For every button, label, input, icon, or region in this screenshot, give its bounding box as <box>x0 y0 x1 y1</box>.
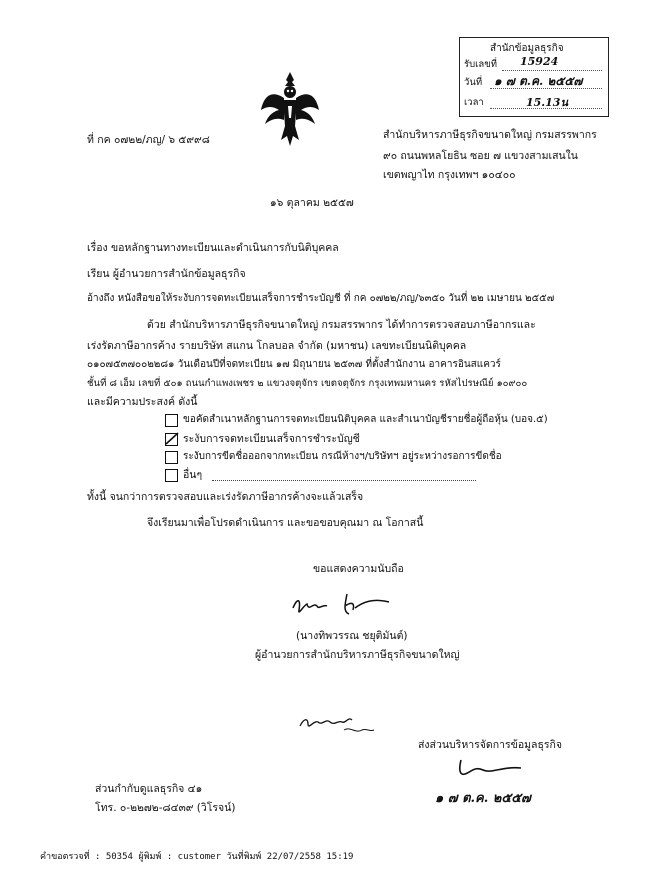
stamp-received-no: 15924 <box>520 55 559 68</box>
stamp-received-label: รับเลขที่ <box>464 59 497 70</box>
option-label-2: ระงับการจดทะเบียนเสร็จการชำระบัญชี <box>183 433 360 445</box>
body-line1: ด้วย สำนักบริหารภาษีธุรกิจขนาดใหญ่ กรมสรรพากร ได้ทำการตรวจสอบภาษีอากรและ <box>147 319 536 331</box>
signature-icon <box>289 588 399 622</box>
stamp-time-label: เวลา <box>464 97 484 108</box>
other-fill-line <box>212 480 476 481</box>
garuda-emblem-icon <box>259 70 321 150</box>
routing-date: ๑ ๗ ต.ค. ๒๕๕๗ <box>435 791 531 806</box>
signer-title: ผู้อำนวยการสำนักบริหารภาษีธุรกิจขนาดใหญ่ <box>255 649 460 661</box>
routing-note: ส่งส่วนบริหารจัดการข้อมูลธุรกิจ <box>418 739 563 751</box>
option-label-3: ระงับการขีดชื่อออกจากทะเบียน กรณีห้างฯ/บริษัทฯ อยู่ระหว่างรอการขีดชื่อ <box>183 451 502 462</box>
option-label-4: อื่นๆ <box>183 469 203 481</box>
contact-line2: โทร. ๐-๒๒๗๒-๘๔๓๙ (วิโรจน์) <box>95 802 236 814</box>
option-checkbox-4[interactable] <box>165 469 178 482</box>
handwritten-initials-icon <box>298 712 378 738</box>
contact-line1: ส่วนกำกับดูแลธุรกิจ ๔๑ <box>95 783 203 795</box>
sender-address-line3: เขตพญาไท กรุงเทพฯ ๑๐๔๐๐ <box>383 169 516 181</box>
option-checkbox-3[interactable] <box>165 451 178 464</box>
option-checkbox-2[interactable] <box>165 433 178 446</box>
stamp-title: สำนักข้อมูลธุรกิจ <box>490 43 564 54</box>
body-line4: ชั้นที่ ๘ เอ็ม เลขที่ ๕๐๑ ถนนกำแพงเพชร ๒ แขวงจตุจักร เขตจตุจักร กรุงเทพมหานคร รหัสไปรษณีย์ ๑๐๙๐๐ <box>87 378 528 389</box>
reference-line: อ้างถึง หนังสือขอให้ระงับการจดทะเบียนเสร็จการชำระบัญชี ที่ กค ๐๗๒๒/ภญ/๖๓๕๐ วันที่ ๒๒ เมษายน ๒๕๕๗ <box>87 293 555 304</box>
subject-line: เรื่อง ขอหลักฐานทางทะเบียนและดำเนินการกับนิติบุคคล <box>87 242 339 254</box>
closing-line2: จึงเรียนมาเพื่อโปรดดำเนินการ และขอขอบคุณมา ณ โอกาสนี้ <box>147 517 424 529</box>
body-line2: เร่งรัดภาษีอากรค้าง รายบริษัท สแกน โกลบอล จำกัด (มหาชน) เลขทะเบียนนิติบุคคล <box>87 340 467 352</box>
routing-signature-icon <box>455 756 525 780</box>
stamp-time: 15.13น <box>526 96 568 109</box>
stamp-date: ๑ ๗ ต.ค. ๒๕๕๗ <box>494 74 583 88</box>
option-checkbox-1[interactable] <box>165 414 178 427</box>
body-line5: และมีความประสงค์ ดังนี้ <box>87 396 198 408</box>
signoff: ขอแสดงความนับถือ <box>313 563 404 575</box>
reference-number: ที่ กค ๐๗๒๒/ภญ/ ๖ ๕๙๙๘ <box>87 134 210 146</box>
body-line3: ๐๑๐๗๕๓๗๐๐๒๒๘๑ วันเดือนปีที่จดทะเบียน ๑๗ มิถุนายน ๒๕๓๗ ที่ตั้งสำนักงาน อาคารอินสแควร์ <box>87 359 501 370</box>
print-footer: คำขอตรวจที่ : 50354 ผู้พิมพ์ : customer วันที่พิมพ์ 22/07/2558 15:19 <box>40 852 354 862</box>
checkmark-icon <box>165 432 179 446</box>
closing-line1: ทั้งนี้ จนกว่าการตรวจสอบและเร่งรัดภาษีอากรค้างจะแล้วเสร็จ <box>87 491 364 503</box>
option-label-1: ขอคัดสำเนาหลักฐานการจดทะเบียนนิติบุคคล และสำเนาบัญชีรายชื่อผู้ถือหุ้น (บอจ.๕) <box>183 414 548 425</box>
receipt-stamp <box>459 37 609 117</box>
letter-date: ๑๖ ตุลาคม ๒๕๕๗ <box>270 197 354 209</box>
sender-address-line2: ๙๐ ถนนพหลโยธิน ซอย ๗ แขวงสามเสนใน <box>383 150 578 162</box>
signer-name: (นางทิพวรรณ ชยุติมันต์) <box>296 630 408 642</box>
sender-address-line1: สำนักบริหารภาษีธุรกิจขนาดใหญ่ กรมสรรพากร <box>383 129 597 141</box>
recipient-line: เรียน ผู้อำนวยการสำนักข้อมูลธุรกิจ <box>87 268 246 280</box>
stamp-date-label: วันที่ <box>464 77 483 88</box>
